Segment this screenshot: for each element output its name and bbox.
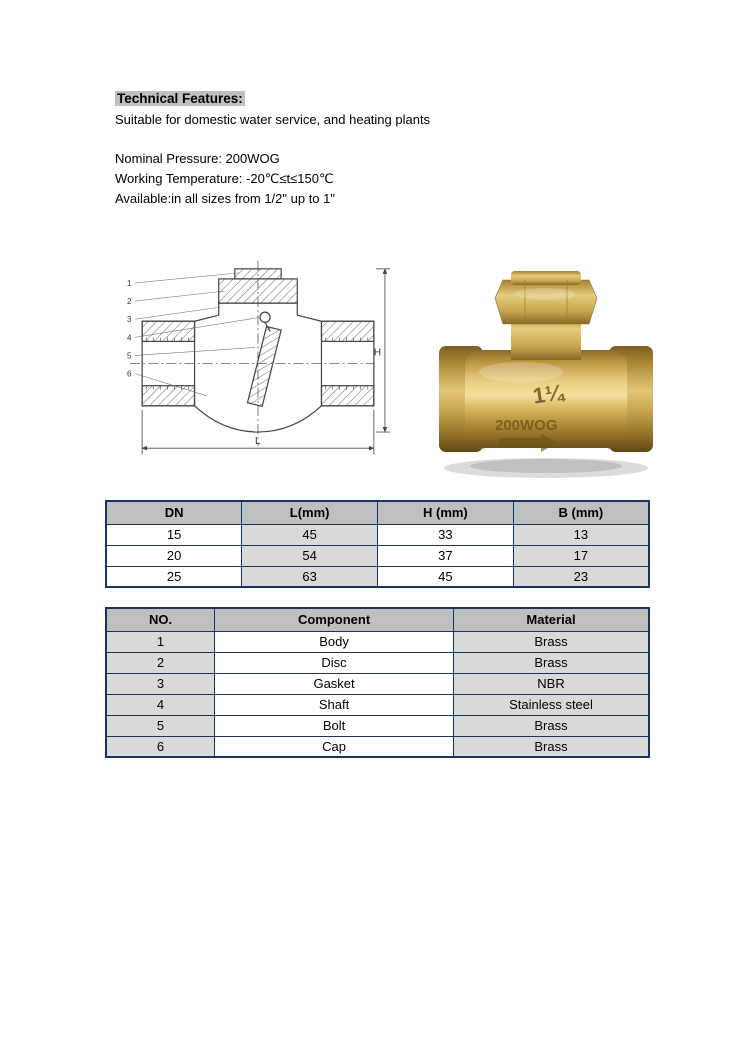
table-cell: 13	[513, 524, 649, 545]
table-cell: 6	[106, 736, 215, 757]
table-cell: Brass	[454, 652, 650, 673]
table-cell: Body	[215, 631, 454, 652]
dimensions-table	[105, 500, 650, 588]
table-cell: Brass	[454, 736, 650, 757]
valve-drawing-svg	[122, 244, 394, 472]
table-cell: 45	[242, 524, 378, 545]
table-cell: 25	[106, 566, 242, 587]
table-header-row	[106, 608, 649, 631]
table-cell: 63	[242, 566, 378, 587]
table-cell: 4	[106, 694, 215, 715]
components-table	[105, 607, 650, 758]
table-cell: Cap	[215, 736, 454, 757]
table-cell: 2	[106, 652, 215, 673]
table-cell: NBR	[454, 673, 650, 694]
table-row	[106, 631, 649, 652]
table-cell: Stainless steel	[454, 694, 650, 715]
table-cell: Disc	[215, 652, 454, 673]
table-cell: 15	[106, 524, 242, 545]
callout-number: 1	[127, 278, 132, 288]
table-header-row	[106, 501, 649, 524]
table-cell: 23	[513, 566, 649, 587]
table-row	[106, 545, 649, 566]
table-row	[106, 652, 649, 673]
table-cell: 5	[106, 715, 215, 736]
spec-list	[115, 149, 335, 209]
table-cell: 17	[513, 545, 649, 566]
spec-line-pressure: Nominal Pressure: 200WOG	[115, 151, 280, 166]
table-cell: Shaft	[215, 694, 454, 715]
spec-line-temperature: Working Temperature: -20℃≤t≤150℃	[115, 171, 334, 186]
table-cell: 45	[378, 566, 514, 587]
table-cell: 54	[242, 545, 378, 566]
intro-text: Suitable for domestic water service, and heating plants	[115, 112, 431, 127]
column-header-dn: DN	[106, 501, 242, 524]
table-cell: 37	[378, 545, 514, 566]
valve-product-photo	[437, 250, 655, 482]
valve-technical-drawing	[122, 244, 394, 472]
callout-number: 4	[127, 333, 132, 343]
table-cell: Brass	[454, 715, 650, 736]
table-cell: Bolt	[215, 715, 454, 736]
valve-photo-svg	[437, 250, 655, 482]
section-heading: Technical Features:	[117, 91, 243, 106]
table-row	[106, 524, 649, 545]
callout-number: 5	[127, 351, 132, 361]
dim-label-height: H	[373, 347, 382, 359]
column-header-component: Component	[215, 608, 454, 631]
column-header-h: H (mm)	[378, 501, 514, 524]
size-marking-text: 1¼	[531, 379, 565, 409]
dim-label-length: L	[254, 436, 261, 448]
table-cell: 3	[106, 673, 215, 694]
column-header-material: Material	[454, 608, 650, 631]
table-cell: Brass	[454, 631, 650, 652]
callout-number: 2	[127, 297, 132, 307]
table-cell: Gasket	[215, 673, 454, 694]
pressure-marking-text: 200WOG	[495, 417, 558, 434]
table-row	[106, 694, 649, 715]
column-header-b: B (mm)	[513, 501, 649, 524]
column-header-l: L(mm)	[242, 501, 378, 524]
table-row	[106, 566, 649, 587]
table-cell: 20	[106, 545, 242, 566]
callout-number: 3	[127, 315, 132, 325]
table-cell: 33	[378, 524, 514, 545]
spec-line-sizes: Available:in all sizes from 1/2" up to 1"	[115, 191, 335, 206]
table-row	[106, 673, 649, 694]
callout-number: 6	[127, 369, 132, 379]
column-header-no: NO.	[106, 608, 215, 631]
table-cell: 1	[106, 631, 215, 652]
table-row	[106, 736, 649, 757]
table-row	[106, 715, 649, 736]
